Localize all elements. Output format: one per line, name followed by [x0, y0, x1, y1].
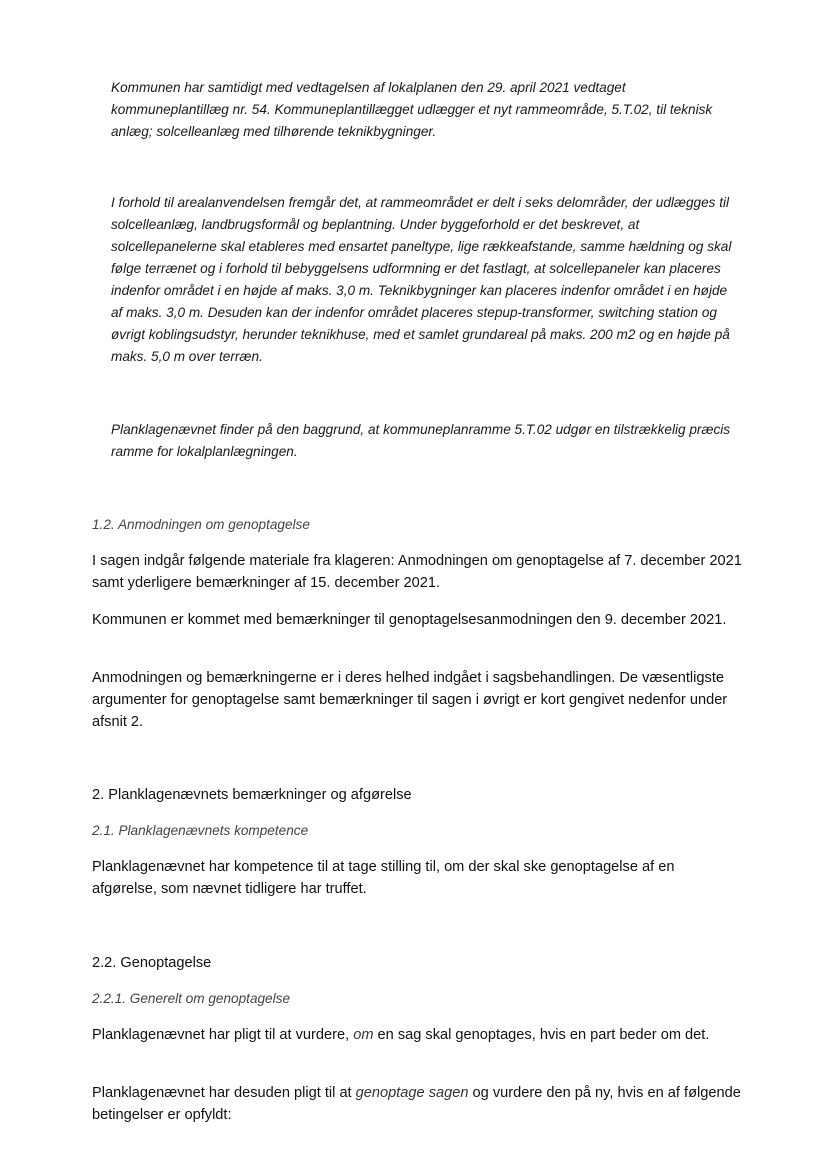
section-2-2-heading: 2.2. Genoptagelse	[92, 955, 212, 971]
paragraph-text: Planklagenævnet har pligt til at vurdere,	[92, 1027, 354, 1043]
section-1-2-paragraph-1: I sagen indgår følgende materiale fra klageren: Anmodningen om genoptagelse af 7. december 2021 samt yderligere bemærkninger af 15. december 2021.	[92, 553, 742, 591]
quote-paragraph-3: Planklagenævnet finder på den baggrund, at kommuneplanramme 5.T.02 udgør en tilstrækkelig præcis ramme for lokalplanlægningen.	[111, 422, 731, 459]
emphasis-text: genoptage sagen	[355, 1085, 469, 1101]
section-2-2-1-paragraph-2	[92, 1082, 742, 1126]
section-2-2-1-heading: 2.2.1. Generelt om genoptagelse	[92, 991, 290, 1006]
section-2-heading: 2. Planklagenævnets bemærkninger og afgørelse	[92, 787, 412, 803]
section-1-2-paragraph-3: Anmodningen og bemærkningerne er i deres helhed indgået i sagsbehandlingen. De væsentligste argumenter for genoptagelse samt bemærkninger til sagen i øvrigt er kort gengivet nedenfor under afsnit 2.	[92, 670, 728, 730]
section-2-1-heading: 2.1. Planklagenævnets kompetence	[92, 823, 309, 838]
quote-paragraph-2: I forhold til arealanvendelsen fremgår det, at rammeområdet er delt i seks delområder, der udlægges til solcelleanlæg, landbrugsformål og beplantning. Under byggeforhold er det beskrevet, at solcellepanelerne skal etableres med ensartet paneltype, lige rækkeafstande, samme hældning og skal følge terrænet og i forhold til bebyggelsens udformning er det fastlagt, at solcellepaneler kan placeres indenfor området i en højde af maks. 3,0 m. Teknikbygninger kan placeres indenfor området i en højde af maks. 3,0 m. Desuden kan der indenfor området placeres stepup-transformer, switching station og øvrigt koblingsudstyr, herunder teknikhuse, med et samlet grundareal på maks. 200 m2 og en højde på maks. 5,0 m over terræn.	[111, 195, 732, 364]
paragraph-text: en sag skal genoptages, hvis en part beder om det.	[373, 1027, 710, 1043]
emphasis-text: om	[353, 1027, 374, 1043]
paragraph-text: og vurdere den på ny, hvis en af følgende betingelser er opfyldt:	[92, 1085, 741, 1123]
section-2-2-1-paragraph-1	[92, 1024, 742, 1046]
section-1-2-paragraph-2: Kommunen er kommet med bemærkninger til genoptagelsesanmodningen den 9. december 2021.	[92, 612, 727, 628]
section-2-1-paragraph: Planklagenævnet har kompetence til at tage stilling til, om der skal ske genoptagelse af en afgørelse, som nævnet tidligere har truffet.	[92, 859, 675, 897]
quote-paragraph-1: Kommunen har samtidigt med vedtagelsen af lokalplanen den 29. april 2021 vedtaget kommuneplantillæg nr. 54. Kommuneplantillægget udlægger et nyt rammeområde, 5.T.02, til teknisk anlæg; solcelleanlæg med tilhørende teknikbygninger.	[111, 80, 713, 139]
section-1-2-heading: 1.2. Anmodningen om genoptagelse	[92, 517, 310, 532]
paragraph-text: Planklagenævnet har desuden pligt til at	[92, 1085, 356, 1101]
